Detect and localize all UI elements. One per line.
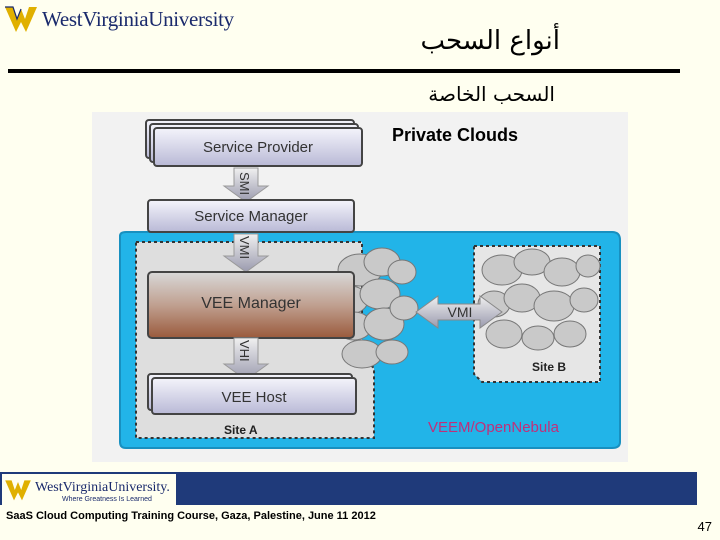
title-divider [8,69,680,73]
svg-text:VHI: VHI [237,340,252,362]
private-clouds-diagram [92,112,628,462]
vee-host-box [148,374,356,414]
site-b-cloud-cluster [478,249,600,350]
flying-wv-icon [4,4,38,34]
diagram-canvas [92,112,628,462]
svg-text:VMI: VMI [447,304,473,320]
university-name: WestVirginiaUniversity [42,6,234,31]
footer-university-name: WestVirginiaUniversity. [35,479,170,495]
wvu-logo [4,4,234,34]
slide-subtitle: السحب الخاصة [428,82,555,106]
page-number: 47 [697,519,712,534]
footer-tagline: Where Greatness Is Learned [62,495,152,503]
footer-logo [2,474,176,506]
site-b-label: Site B [532,360,567,374]
smi-arrow [224,168,268,202]
svg-text:VMI: VMI [237,236,252,260]
flying-wv-icon [4,478,32,502]
veem-label: VEEM/OpenNebula [428,419,559,436]
svg-text:VEE Host: VEE Host [221,389,287,406]
slide-title: أنواع السحب [420,26,560,56]
svg-text:VEE Manager: VEE Manager [201,295,301,312]
svg-text:Service Manager: Service Manager [194,208,308,225]
site-a-label: Site A [224,423,258,437]
svg-text:Service Provider: Service Provider [202,139,314,156]
service-provider-box [146,120,362,166]
course-caption: SaaS Cloud Computing Training Course, Gaza, Palestine, June 11 2012 [6,510,376,522]
vee-manager-box [148,272,354,338]
diagram-heading: Private Clouds [392,125,519,145]
svg-text:SMI: SMI [237,172,252,196]
service-manager-box [148,200,354,232]
